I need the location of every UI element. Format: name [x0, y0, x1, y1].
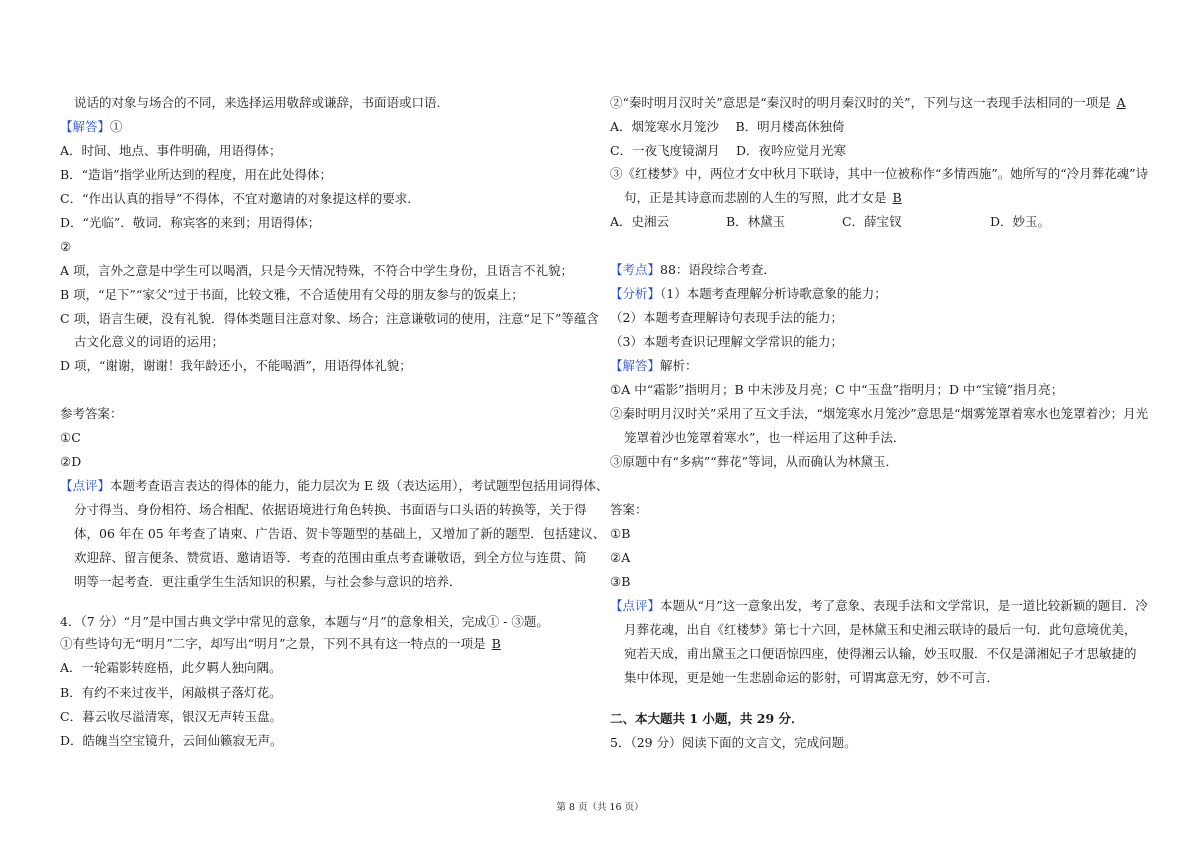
question-text: ①有些诗句无“明月”二字，却写出“明月”之景，下列不具有这一特点的一项是 [60, 636, 486, 651]
topic-tag: 【考点】 [610, 262, 661, 277]
topic-text: 88：语段综合考查． [660, 262, 776, 277]
text-line: ②D [60, 454, 82, 469]
page-footer: 第 8 页（共 16 页） [556, 802, 644, 813]
comment-tag: 【点评】 [610, 598, 661, 613]
text-line: 分寸得当、身份相符、场合相配、依据语境进行角色转换、书面语与口头语的转换等，关于得 [74, 502, 587, 517]
text-line: 集中体现，更是她一生悲剧命运的影射，可谓寓意无穷，妙不可言． [624, 670, 1000, 685]
question-text: 句，正是其诗意而悲剧的人生的写照，此才女是 [624, 190, 887, 205]
text-line: C．“作出认真的指导”不得体，不宜对邀请的对象提这样的要求． [60, 191, 420, 206]
text-line: 月葬花魂，出自《红楼梦》第七十六回，是林黛玉和史湘云联诗的最后一句．此句意境优美， [624, 622, 1137, 637]
text-line: ①B [610, 526, 631, 541]
text-line: C 项，语言生硬，没有礼貌．得体类题目注意对象、场合；注意谦敬词的使用，注意“足下”等蕴含 [60, 311, 599, 326]
option-c: C．薛宝钗 [842, 214, 902, 229]
text-line: D 项，“谢谢，谢谢！我年龄还小，不能喝酒”，用语得体礼貌； [60, 358, 412, 373]
option-b: B．林黛玉 [726, 214, 786, 229]
option-a: A．史湘云 [610, 214, 670, 229]
question-text: ②“秦时明月汉时关”意思是“秦汉时的明月秦汉时的关”，下列与这一表现手法相同的一项是 [610, 95, 1111, 110]
text-line: B．“造诣”指学业所达到的程度，用在此处得体； [60, 167, 332, 182]
text-line: ②秦时明月汉时关”采用了互文手法，“烟笼寒水月笼沙”意思是“烟雾笼罩着寒水也笼罩着沙；月光 [610, 406, 1149, 421]
text-line: 体，06 年在 05 年考查了请柬、广告语、贺卡等题型的基础上，又增加了新的题型．包括建议、 [74, 526, 606, 541]
answer-blank: B [892, 190, 902, 205]
option-line: C．一夜飞度镜湖月 D．夜吟应觉月光寒 [610, 143, 847, 158]
question-title: 5．（29 分）阅读下面的文言文，完成问题。 [610, 735, 857, 750]
comment-text: 本题从“月”这一意象出发，考了意象、表现手法和文学常识，是一道比较新颖的题目．冷 [660, 598, 1148, 613]
comment-text: 本题考查语言表达的得体的能力，能力层次为 E 级（表达运用），考试题型包括用词得体、 [110, 478, 609, 493]
answer-marker: ① [110, 119, 123, 134]
analysis-line [610, 286, 887, 302]
question-line [610, 95, 1132, 111]
text-line: B 项，“足下”“家父”过于书面，比较文雅，不合适使用有父母的朋友参与的饭桌上； [60, 287, 524, 302]
option-line: A．烟笼寒水月笼沙 B．明月楼高休独倚 [610, 119, 845, 134]
comment-tag: 【点评】 [60, 478, 111, 493]
question-line [624, 190, 908, 206]
topic-line [610, 262, 776, 278]
question-title: 4．（7 分）“月”是中国古典文学中常见的意象，本题与“月”的意象相关，完成① - ③题。 [60, 614, 549, 629]
option-line: B．有约不来过夜半，闲敲棋子落灯花。 [60, 685, 282, 700]
answer-blank: A [1116, 95, 1126, 110]
option-line: C．暮云收尽溢清寒，银汉无声转玉盘。 [60, 709, 283, 724]
text-line: （2）本题考查理解诗句表现手法的能力； [610, 310, 843, 325]
text-line: 明等一起考查．更注重学生生活知识的积累，与社会参与意识的培养． [74, 574, 462, 589]
question-line [60, 636, 507, 652]
answer-blank: B [491, 636, 501, 651]
text-line: ③原题中有“多病”“葬花”等词，从而确认为林黛玉． [610, 454, 899, 469]
text-line: A 项，言外之意是中学生可以喝酒，只是今天情况特殊，不符合中学生身份，且语言不礼貌； [60, 263, 574, 278]
option-line: D．皓魄当空宝镜升，云间仙籁寂无声。 [60, 733, 283, 748]
text-line: A．时间、地点、事件明确，用语得体； [60, 143, 282, 158]
option-line: A．一轮霜影转庭梧，此夕羁人独向隅。 [60, 660, 282, 675]
text-line: 参考答案： [60, 406, 123, 421]
text-line: 说话的对象与场合的不同，来选择运用敬辞或谦辞，书面语或口语. [74, 95, 441, 110]
text-line: （3）本题考查识记理解文学常识的能力； [610, 334, 843, 349]
text-line: ③B [610, 574, 631, 589]
analysis-tag: 【分析】 [610, 286, 661, 301]
text-line: D．“光临”．敬词．称宾客的来到；用语得体； [60, 215, 321, 230]
text-line: ②A [610, 550, 631, 565]
answer-tag: 【解答】 [610, 358, 661, 373]
answer-heading-line [60, 119, 123, 135]
text-line: 答案： [610, 502, 648, 517]
comment-line [610, 598, 1148, 614]
option-d: D．妙玉。 [990, 214, 1051, 229]
text-line: ② [60, 239, 72, 254]
answer-text: 解析： [660, 358, 698, 373]
text-line: 古文化意义的词语的运用； [74, 334, 225, 349]
comment-line [60, 478, 608, 494]
text-line: 欢迎辞、留言便条、赞赏语、邀请语等．考查的范围由重点考查谦敬语，到全方位与连贯、简 [74, 550, 587, 565]
text-line: 宛若天成，甫出黛玉之口便语惊四座，使得湘云认输，妙玉叹服．不仅是潇湘妃子才思敏捷的 [624, 646, 1137, 661]
text-line: ①A 中“霜影”指明月；B 中未涉及月亮；C 中“玉盘”指明月；D 中“宝镜”指月亮； [610, 382, 1064, 397]
text-line: ①C [60, 430, 81, 445]
text-line: 笼罩着沙也笼罩着寒水”，也一样运用了这种手法． [624, 430, 906, 445]
answer-heading-line [610, 358, 698, 374]
question-line: ③《红楼梦》中，两位才女中秋月下联诗，其中一位被称作“多情西施”。她所写的“冷月葬花魂”诗 [610, 166, 1149, 181]
section-heading: 二、本大题共 1 小题，共 29 分． [610, 711, 804, 726]
analysis-text: （1）本题考查理解分析诗歌意象的能力； [660, 286, 887, 301]
answer-tag: 【解答】 [60, 119, 111, 134]
